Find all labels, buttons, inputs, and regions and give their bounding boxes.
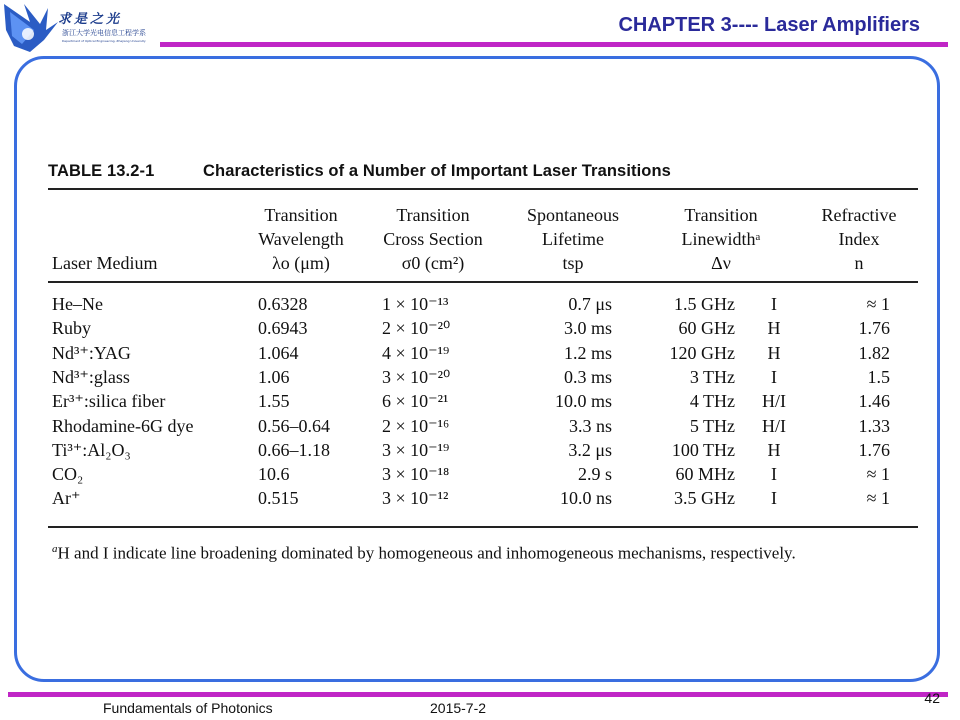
cell-lifetime: 0.3 ms [563, 366, 612, 387]
university-logo [0, 0, 170, 58]
cell-cross-section: 1 × 10⁻¹³ [382, 294, 449, 314]
cell-refractive-index: 1.82 [858, 342, 890, 363]
cell-lifetime: 3.0 ms [563, 318, 612, 339]
cell-wavelength: 0.66–1.18 [258, 439, 330, 460]
cell-linewidth: 3.5 GHz [674, 488, 735, 509]
table-top-rule [48, 188, 918, 190]
cell-wavelength: 1.064 [258, 342, 299, 363]
footer-course-name: Fundamentals of Photonics [103, 700, 273, 716]
table-title [48, 162, 671, 181]
cell-cross-section: 3 × 10⁻²⁰ [382, 366, 451, 387]
footer-divider [8, 692, 948, 697]
cell-medium: Ti³⁺:Al₂O₃ [52, 439, 131, 460]
cell-refractive-index: 1.76 [858, 318, 890, 339]
header-linewidth: Transition Linewidthᵃ Δν [681, 205, 761, 273]
cell-medium: CO₂ [52, 464, 84, 485]
header-refractive-index: Refractive Index n [821, 205, 897, 273]
cell-medium: Ruby [52, 318, 92, 339]
footnote-marker: a [52, 543, 58, 555]
cell-cross-section: 3 × 10⁻¹² [382, 488, 449, 509]
logo-subtitle: 浙江大学光电信息工程学系 [62, 29, 146, 37]
table-header-rule [48, 281, 918, 283]
header-laser-medium: Laser Medium [52, 253, 158, 273]
cell-cross-section: 3 × 10⁻¹⁹ [382, 439, 450, 460]
header-lifetime: Spontaneous Lifetime tsp [527, 205, 619, 273]
cell-broadening-type: H [767, 439, 781, 460]
table-footnote [52, 539, 922, 564]
cell-cross-section: 4 × 10⁻¹⁹ [382, 342, 450, 363]
cell-broadening-type: I [771, 488, 777, 509]
table-row [0, 486, 960, 510]
cell-wavelength: 0.56–0.64 [258, 415, 330, 436]
cell-refractive-index: ≈ 1 [866, 488, 890, 509]
table-row [0, 462, 960, 486]
cell-wavelength: 0.515 [258, 488, 299, 509]
cell-medium: He–Ne [52, 294, 103, 314]
header-cross-section: Transition Cross Section σ0 (cm²) [383, 205, 483, 273]
cell-wavelength: 1.55 [258, 391, 290, 412]
cell-cross-section: 3 × 10⁻¹⁸ [382, 464, 450, 485]
cell-wavelength: 0.6328 [258, 294, 308, 314]
cell-broadening-type: I [771, 464, 777, 485]
cell-medium: Nd³⁺:glass [52, 366, 130, 387]
cell-linewidth: 4 THz [689, 391, 735, 412]
cell-refractive-index: 1.46 [858, 391, 890, 412]
page-number: 42 [924, 690, 940, 706]
cell-cross-section: 6 × 10⁻²¹ [382, 391, 449, 412]
cell-broadening-type: H [767, 342, 781, 363]
cell-wavelength: 1.06 [258, 366, 290, 387]
cell-refractive-index: 1.76 [858, 439, 890, 460]
cell-broadening-type: H [767, 318, 781, 339]
cell-linewidth: 60 GHz [678, 318, 735, 339]
table-row [0, 389, 960, 413]
cell-lifetime: 10.0 ns [559, 488, 612, 509]
logo-title: 求是之光 [58, 12, 123, 27]
cell-lifetime: 3.2 μs [568, 439, 612, 460]
table-row [0, 365, 960, 389]
cell-linewidth: 3 THz [689, 366, 735, 387]
table-bottom-rule [48, 526, 918, 528]
cell-broadening-type: H/I [762, 391, 786, 412]
footnote-text: H and I indicate line broadening dominated by homogeneous and inhomogeneous mechanisms, respectively. [57, 543, 796, 563]
table-row [0, 292, 960, 316]
cell-wavelength: 10.6 [258, 464, 290, 485]
header-divider [160, 42, 948, 47]
header-wavelength: Transition Wavelength λo (μm) [258, 205, 344, 273]
cell-lifetime: 3.3 ns [568, 415, 612, 436]
cell-lifetime: 1.2 ms [563, 342, 612, 363]
cell-linewidth: 120 GHz [669, 342, 735, 363]
cell-linewidth: 5 THz [689, 415, 735, 436]
cell-linewidth: 1.5 GHz [674, 294, 735, 314]
table-row [0, 316, 960, 340]
table-number: TABLE 13.2-1 [48, 162, 155, 180]
cell-refractive-index: ≈ 1 [866, 294, 890, 314]
cell-lifetime: 2.9 s [577, 464, 612, 485]
cell-lifetime: 10.0 ms [554, 391, 612, 412]
footer-date: 2015-7-2 [430, 700, 487, 716]
cell-cross-section: 2 × 10⁻²⁰ [382, 318, 451, 339]
cell-cross-section: 2 × 10⁻¹⁶ [382, 415, 450, 436]
cell-lifetime: 0.7 μs [568, 294, 612, 314]
cell-medium: Rhodamine-6G dye [52, 415, 194, 436]
logo-subtitle-en: Department of Optical Engineering, Zhejiang University [62, 39, 146, 43]
cell-broadening-type: I [771, 294, 777, 314]
cell-linewidth: 60 MHz [675, 464, 735, 485]
cell-refractive-index: 1.33 [858, 415, 890, 436]
table-caption: Characteristics of a Number of Important Laser Transitions [203, 162, 671, 180]
cell-refractive-index: 1.5 [867, 366, 890, 387]
cell-medium: Er³⁺:silica fiber [52, 391, 166, 412]
cell-refractive-index: ≈ 1 [866, 464, 890, 485]
cell-medium: Ar⁺ [52, 488, 81, 509]
cell-medium: Nd³⁺:YAG [52, 342, 131, 363]
cell-broadening-type: H/I [762, 415, 786, 436]
cell-wavelength: 0.6943 [258, 318, 308, 339]
cell-broadening-type: I [771, 366, 777, 387]
table-row [0, 414, 960, 438]
table-row [0, 341, 960, 365]
cell-linewidth: 100 THz [671, 439, 735, 460]
table-row [0, 438, 960, 462]
chapter-title: CHAPTER 3---- Laser Amplifiers [618, 14, 920, 36]
